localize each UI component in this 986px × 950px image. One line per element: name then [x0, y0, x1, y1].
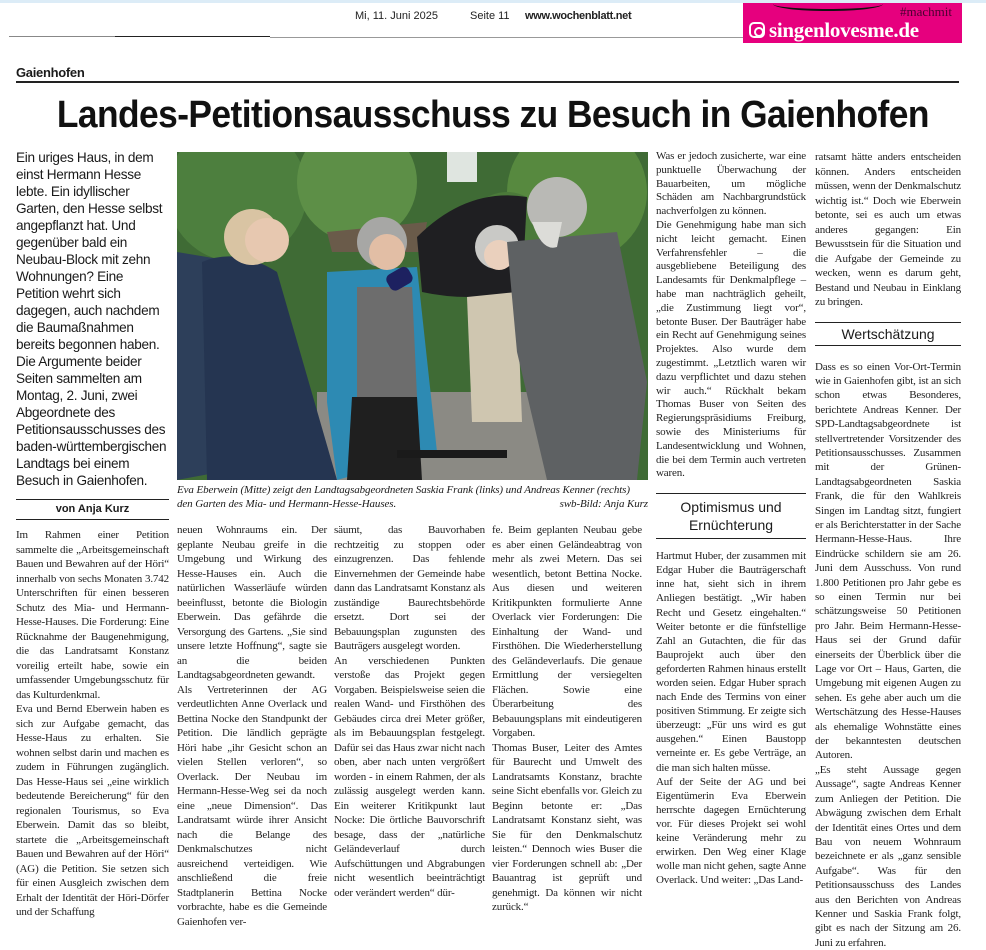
paragraph: Thomas Buser, Leiter des Amtes für Baurecht und Umwelt des Landratsamts Konstanz, brachte seine Sicht ebenfalls vor. Gleich zu Beginn betonte er: „Das Landratsamt Konstanz sieht, was Sie für den Denkmalschutz leisten.“ Dennoch wies Buser die vier Forderungen schnell ab: „Der Bauantrag ist geprüft und genehmigt. Da können wir nicht zurück.“ — [492, 741, 642, 915]
subheading-wertschaetzung: Wertschätzung — [815, 322, 961, 346]
ad-name: singenlovesme.de — [769, 19, 919, 41]
left-column — [16, 149, 169, 920]
paragraph: säumt, das Bauvorhaben rechtzeitig zu stoppen oder einzugrenzen. Das fehlende Einvernehmen der Gemeinde habe dann das Landratsamt Konstanz als zuständige Baurechtsbehörde ersetzt. Dort sei der Bebauungsplan zugunsten des Bauträgers ausgelegt worden. — [334, 523, 485, 654]
middle-columns — [177, 523, 648, 929]
singenlovesme-ad[interactable] — [743, 3, 962, 43]
page-number: Seite 11 — [470, 10, 510, 22]
paragraph: Was er jedoch zusicherte, war eine punktuelle Überwachung der Bauarbeiten, um mögliche Schäden am Nachbargrundstück nachverfolgen zu können. — [656, 150, 806, 219]
lead-paragraph: Ein uriges Haus, in dem einst Hermann Hesse lebte. Ein idyllischer Garten, den Hesse selbst angepflanzt hat. Und gegenüber bald ein Neubau-Block mit zehn Wohnungen? Eine Petition wehrt sich dagegen, auch nachdem die Baumaßnahmen bereits begonnen haben. Die Argumente beider Seiten sammelten am Montag, 2. Juni, zwei Abgeordnete des Petitionsausschusses des baden-württembergischen Landtags bei einem Besuch in Gaienhofen. — [16, 149, 169, 489]
column-3 — [334, 523, 485, 929]
paragraph: Auf der Seite der AG und bei Eigentümerin Eva Eberwein herrschte dagegen Ernüchterung vor. Für dieses Projekt sei wohl keine Veränderung mehr zu erwirken. Den Weg einer Klage wolle man nicht gehen, sagte Anne Overlack. Und weiter: „Das Land- — [656, 775, 806, 888]
headline-text: Landes-Petitionsausschuss zu Besuch in Gaienhofen — [57, 92, 929, 138]
ad-hashtag: #machmit — [900, 5, 952, 19]
column-2 — [177, 523, 327, 929]
header-rule-right — [270, 37, 743, 38]
caption-text: Eva Eberwein (Mitte) zeigt den Landtagsabgeordneten Saskia Frank (links) und Andreas Kenner (rechts) den Garten des Mia- und Hermann-Hesse-Hauses. — [177, 484, 630, 510]
column-5-top — [656, 150, 806, 481]
paragraph: Als Vertreterinnen der AG verdeutlichten Anne Overlack und Bettina Nocke den Standpunkt der Petition. Die ländlich geprägte Höri habe „ihr Gesicht schon an vielen Stellen verloren“, so Overlack. Der Neubau im Hermann-Hesse-Weg sei da noch eine „neue Dimension“. Das Landratsamt würde ihrer Ansicht nach die Belange des Denkmalschutzes nicht ausreichend verteidigen. Wie anschließend die freie Stadtplanerin Bettina Nocke vorbrachte, habe es die Gemeinde Gaienhofen ver- — [177, 683, 327, 930]
section-rule — [16, 81, 959, 83]
photo-credit: swb-Bild: Anja Kurz — [560, 497, 648, 511]
website-link[interactable]: www.wochenblatt.net — [525, 10, 631, 22]
column-5 — [656, 150, 806, 887]
middle-block — [177, 152, 648, 929]
paragraph: neuen Wohnraums ein. Der geplante Neubau greife in die Umgebung und Wirkung des Hesse-Hauses ein. Auch die natürlichen Wasserläufe würden beeinflusst, betonte die Biologin Eberwein. Das gefährde die Versorgung des Gartens. „Sie sind unsere letzte Hoffnung“, sagte sie an die beiden Landtagsabgeordneten gewandt. — [177, 523, 327, 683]
paragraph: Hartmut Huber, der zusammen mit Edgar Huber die Bauträgerschaft inne hat, sieht sich in ihrem Anliegen bestätigt. „Wir haben Recht und Gesetz eingehalten.“ Weiter betonte er die fünfstellige Zahl an Gutachten, die für das Bauprojekt auch über den geforderten Rahmen hinaus erstellt worden seien. Edgar Huber sprach nach Ende des Termins von einer positiven Stimmung. Er zeigte sich überzeugt: „Für uns wird es gut ausgehen.“ Einen Baustopp verneinte er. Es gebe Verträge, an die man sich halten müsse. — [656, 549, 806, 775]
paragraph: ratsamt hätte anders entscheiden können. Anders entscheiden müssen, wenn der Denkmalschutz wichtig ist.“ Doch wie Eberwein betonte, sei es auch um etwas anderes gegangen: Ein Bewusstsein für die Situation und die Aufgabe der Gemeinde zu wecken, wenn es darum geht, Bestand und Neubau in Einklang zu bringen. — [815, 150, 961, 310]
issue-date: Mi, 11. Juni 2025 — [355, 10, 438, 22]
article-photo — [177, 152, 648, 480]
column-4 — [492, 523, 642, 929]
instagram-icon — [749, 22, 765, 38]
byline: von Anja Kurz — [16, 499, 169, 520]
column-1 — [16, 528, 169, 920]
swoosh-graphic — [773, 3, 883, 11]
paragraph: Dass es so einen Vor-Ort-Termin wie in Gaienhofen gibt, ist an sich schon etwas Besonderes, berichtete Andreas Kenner. Der SPD-Landtagsabgeordnete ist stellvertretender Vorsitzender des Petitionsausschusses. Zusammen mit der Grünen-Landtagsabgeordneten Saskia Frank, die für den Wahlkreis Singen im Landtag sitzt, fungiert er als Berichterstatter in der Sache Hermann-Hesse-Haus. Ihre Eindrücke schildern sie am 26. Juni dem Ausschuss. Von rund 1.800 Petitionen pro Jahr gebe es so einen Termin nur bei schätzungsweise 50 Petitionen pro Jahr. Beim Hermann-Hesse-Haus sei der Grund dafür einerseits der Überblick über die Lage vor Ort – Haus, Garten, die Umgebung mit eigenen Augen zu sehen. Es gehe aber auch um die Wertschätzung des Hesse-Hauses als ehemalige Wohnstätte eines der bekanntesten deutschen Autoren. — [815, 360, 961, 763]
headline — [0, 92, 986, 138]
photo-garden-meeting — [177, 152, 648, 480]
section-label: Gaienhofen — [16, 65, 85, 80]
paragraph: Eva und Bernd Eberwein haben es sich zur Aufgabe gemacht, das Hesse-Haus zu erhalten. Sie wohnen selbst darin und machen es zudem in Führungen zugänglich. Das Hesse-Haus sei „eine wirklich bedeutende Bereicherung“ für den regionalen Tourismus, so Eva Eberwein. Damit das so bleibt, startete die „Arbeitsgemeinschaft Bauen und Bewahren auf der Höri“ (AG) die Petition. Sie setzen sich für einen Ausgleich zwischen dem Erhalt der Identität der Höri-Dörfer und der Schaffung — [16, 702, 169, 920]
paragraph: Im Rahmen einer Petition sammelte die „Arbeitsgemeinschaft Bauen und Bewahren auf der Höri“ innerhalb von sechs Monaten 3.742 Unterschriften für einen besseren Schutz des Mia- und Hermann-Hesse-Hauses. Die Forderung: Eine Rücknahme der Baugenehmigung, die das Landratsamt Konstanz voreilig erteilt habe, sowie ein umfassender Umgebungsschutz für das Kulturdenkmal. — [16, 528, 169, 702]
paragraph: Die Genehmigung habe man sich nicht leicht gemacht. Einen Verfahrensfehler – die ausgebliebene Beteiligung des Landesamts für Denkmalpflege – habe man nachträglich geheilt, „die Zustimmung liegt vor“, betonte Buser. Der Bauträger habe ein Recht auf Genehmigung seines Projektes. Also wurde dem zugestimmt. „Letztlich waren wir dazu verpflichtet und dazu stehen wir auch.“ Rückhalt bekam Thomas Buser von Seiten des Regierungspräsidiums Freiburg, sowie des Ministeriums für Landesentwicklung und Wohnen, die bei dem Termin auch vertreten waren. — [656, 219, 806, 481]
column-5-bottom — [656, 549, 806, 887]
column-6 — [815, 150, 961, 950]
photo-caption — [177, 483, 648, 511]
header-rule-left — [9, 36, 115, 37]
subheading-optimismus: Optimismus und Ernüchterung — [656, 493, 806, 539]
paragraph: „Es steht Aussage gegen Aussage“, sagte Andreas Kenner zum Anliegen der Petition. Die Abwägung zwischen dem Erhalt der Identität eines Ortes und dem Bau von neuem Wohnraum bezeichnete er als „ganz sensible Aufgabe“. Was für den Petitionsausschuss des Landes aus den Berichten von Andreas Kenner und Saskia Frank folgt, gibt es nach der Sitzung am 26. Juni zu erfahren. — [815, 763, 961, 950]
paragraph: An verschiedenen Punkten verstoße das Projekt gegen Vorgaben. Beispielsweise seien die realen Wand- und Firsthöhen des Gebäudes circa drei Meter größer, als im Bebauungsplan festgelegt. Dafür sei das Haus zwar nicht nach oben, aber nach unten vergrößert worden - in einem Rahmen, der als zulässig ausgelegt werden kann. Ein weiterer Kritikpunkt laut Nocke: Die örtliche Bauvorschrift besage, dass der „natürliche Geländeverlauf durch Aufschüttungen und Abgrabungen nicht wesentlich beeinträchtigt oder verändert werden“ dür- — [334, 654, 485, 901]
header-rule-mid — [115, 36, 270, 37]
column-6-top — [815, 150, 961, 310]
page-header — [0, 10, 740, 24]
paragraph: fe. Beim geplanten Neubau gebe es aber einen Geländeabtrag von mehr als zwei Metern. Das sei wesentlich, betont Bettina Nocke. Aus diesen und weiteren Kritikpunkten formulierte Anne Overlack vier Forderungen: Die Einhaltung der Wand- und Firsthöhen. Die Wiederherstellung des Geländeverlaufs. Die genaue Ermittlung der versiegelten Flächen. Sowie eine Überarbeitung des Bebauungsplans mit eindeutigeren Vorgaben. — [492, 523, 642, 741]
column-6-bottom — [815, 360, 961, 950]
